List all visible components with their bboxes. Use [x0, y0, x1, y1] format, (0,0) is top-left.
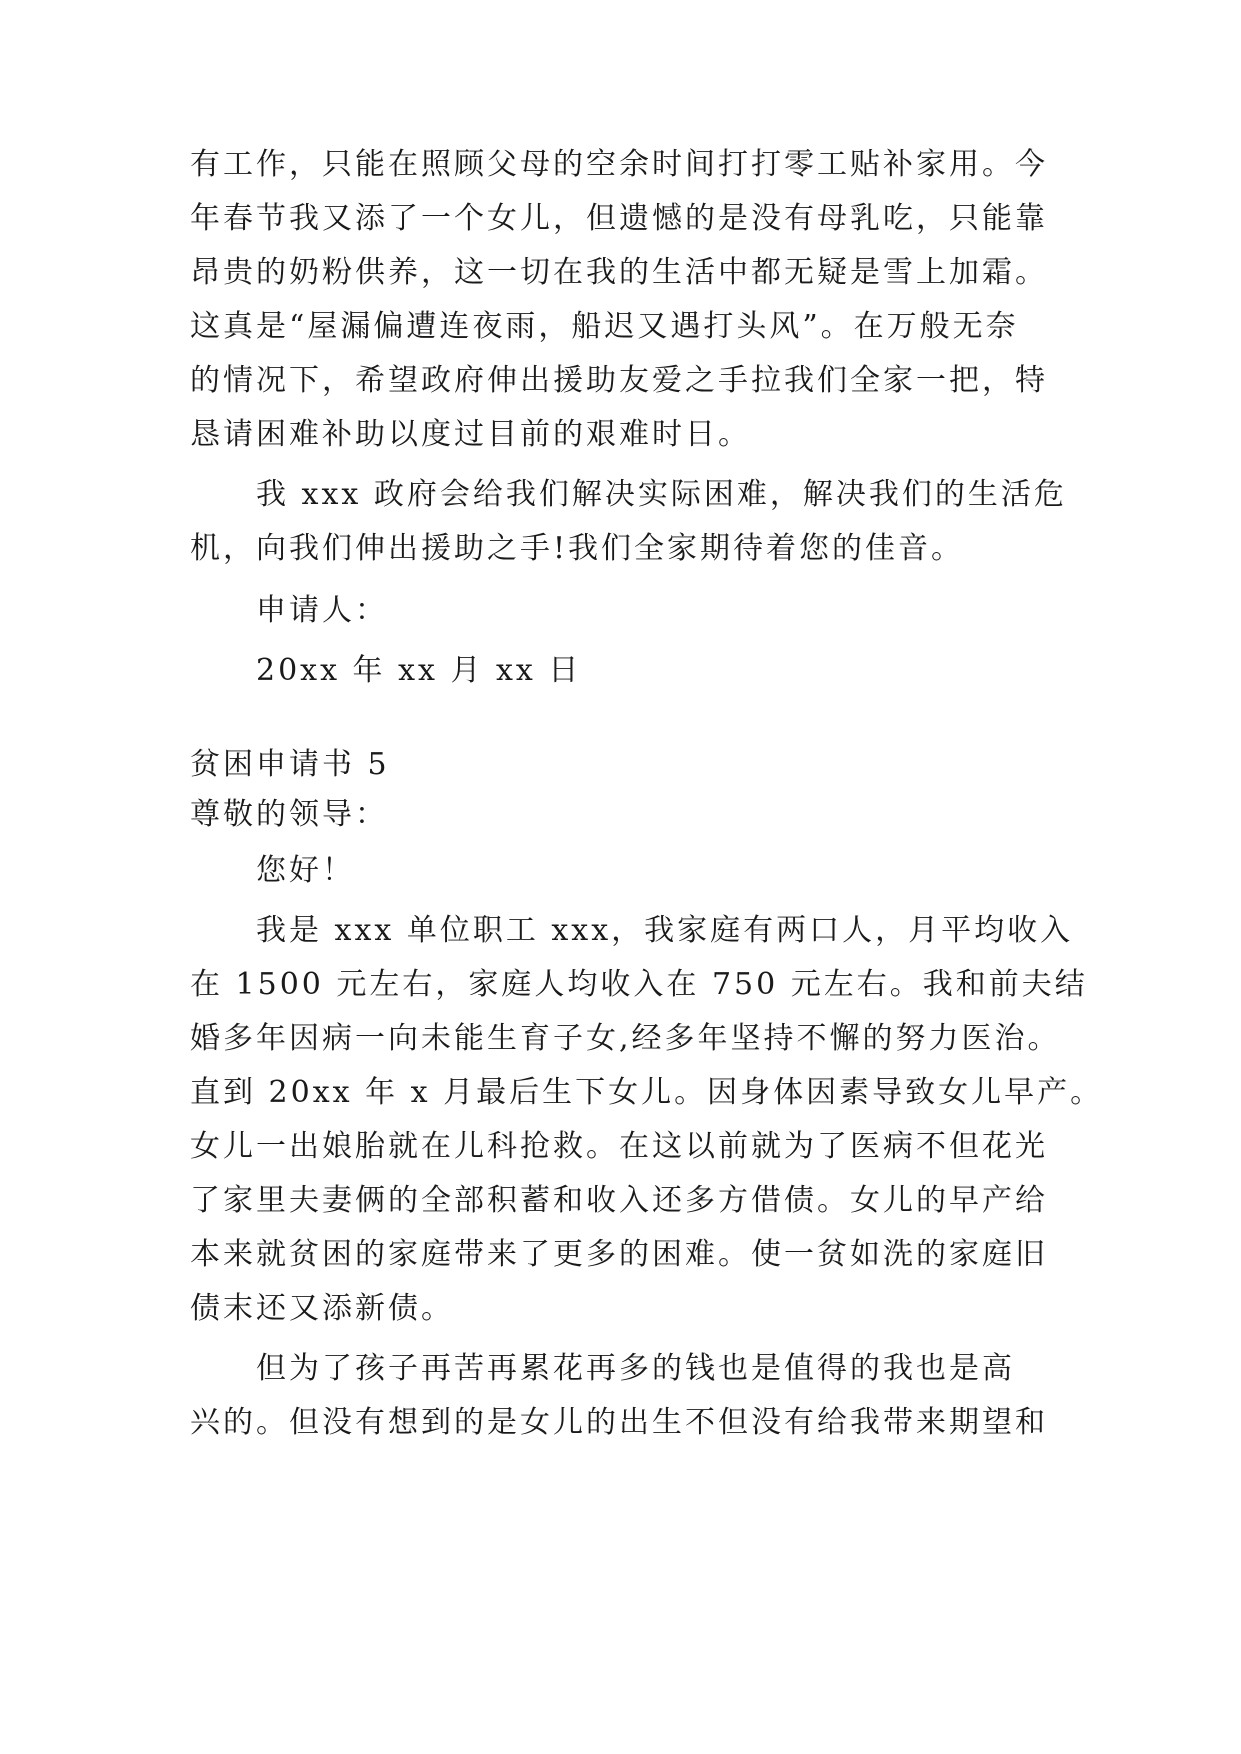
date-line: 20xx 年 xx 月 xx 日	[256, 653, 582, 688]
text-line: 我是 xxx 单位职工 xxx，我家庭有两口人，月平均收入	[256, 913, 1074, 948]
text-line: 的情况下，希望政府伸出援助友爱之手拉我们全家一把，特	[190, 363, 1048, 398]
text-line: 机，向我们伸出援助之手!我们全家期待着您的佳音。	[190, 531, 965, 566]
text-line: 了家里夫妻俩的全部积蓄和收入还多方借债。女儿的早产给	[190, 1183, 1048, 1218]
text-line: 债末还又添新债。	[190, 1291, 454, 1326]
applicant-label: 申请人：	[256, 593, 388, 628]
text-line: 有工作，只能在照顾父母的空余时间打打零工贴补家用。今	[190, 147, 1048, 182]
text-line: 兴的。但没有想到的是女儿的出生不但没有给我带来期望和	[190, 1405, 1048, 1440]
text-line: 这真是“屋漏偏遭连夜雨，船迟又遇打头风”。在万般无奈	[190, 309, 1019, 344]
text-line: 我 xxx 政府会给我们解决实际困难，解决我们的生活危	[256, 477, 1067, 512]
text-line: 直到 20xx 年 x 月最后生下女儿。因身体因素导致女儿早产。	[190, 1075, 1104, 1110]
text-line: 年春节我又添了一个女儿，但遗憾的是没有母乳吃，只能靠	[190, 201, 1048, 236]
text-line: 但为了孩子再苦再累花再多的钱也是值得的我也是高	[256, 1351, 1015, 1386]
text-line: 本来就贫困的家庭带来了更多的困难。使一贫如洗的家庭旧	[190, 1237, 1048, 1272]
section-title: 贫困申请书 5	[190, 747, 390, 782]
text-line: 女儿一出娘胎就在儿科抢救。在这以前就为了医病不但花光	[190, 1129, 1048, 1164]
text-line: 昂贵的奶粉供养，这一切在我的生活中都无疑是雪上加霜。	[190, 255, 1048, 290]
salutation: 尊敬的领导：	[190, 797, 388, 832]
text-line: 婚多年因病一向未能生育子女,经多年坚持不懈的努力医治。	[190, 1021, 1061, 1056]
greeting: 您好！	[256, 853, 355, 888]
text-line: 恳请困难补助以度过目前的艰难时日。	[190, 417, 751, 452]
text-line: 在 1500 元左右，家庭人均收入在 750 元左右。我和前夫结	[190, 967, 1088, 1002]
